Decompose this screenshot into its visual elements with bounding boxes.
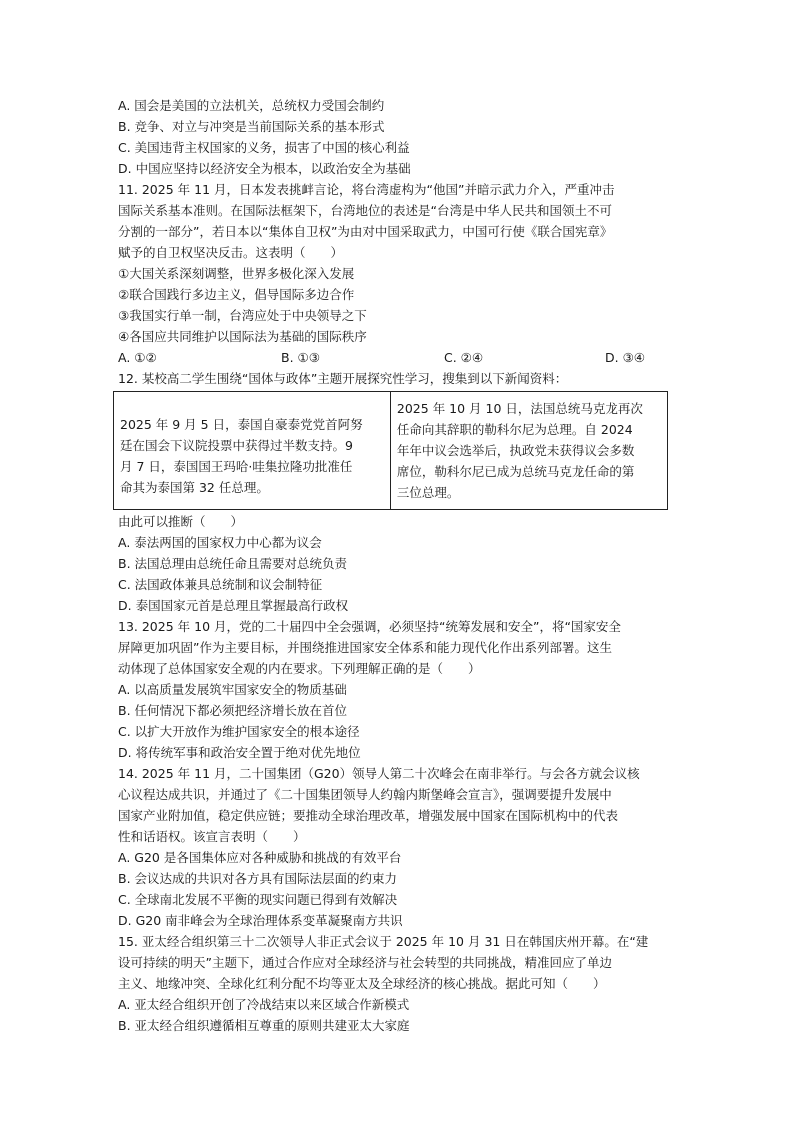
question-13 xyxy=(118,616,678,763)
q15-option-b: B. 亚太经合组织遵循相互尊重的原则共建亚太大家庭 xyxy=(118,1018,410,1033)
q12-option-c: C. 法国政体兼具总统制和议会制特征 xyxy=(118,577,323,592)
news-france-cell xyxy=(390,392,667,510)
q10-option-a: A. 国会是美国的立法机关，总统权力受国会制约 xyxy=(118,98,385,113)
q13-stem-line: 13. 2025 年 10 月，党的二十届四中全会强调，必须坚持“统筹发展和安全”，将“国家安全 xyxy=(118,619,621,634)
q14-option-c: C. 全球南北发展不平衡的现实问题已得到有效解决 xyxy=(118,892,398,907)
q13-option-a: A. 以高质量发展筑牢国家安全的物质基础 xyxy=(118,682,347,697)
q14-option-a: A. G20 是各国集体应对各种威胁和挑战的有效平台 xyxy=(118,850,402,865)
q11-item-2: ②联合国践行多边主义，倡导国际多边合作 xyxy=(118,287,355,302)
q11-item-1: ①大国关系深刻调整，世界多极化深入发展 xyxy=(118,266,355,281)
q14-stem-line: 性和话语权。该宣言表明（ ） xyxy=(118,829,306,844)
q11-item-3: ③我国实行单一制，台湾应处于中央领导之下 xyxy=(118,308,367,323)
news-france-line: 任命向其辞职的勒科尔尼为总理。自 2024 xyxy=(396,422,633,437)
q10-option-d: D. 中国应坚持以经济安全为根本，以政治安全为基础 xyxy=(118,161,411,176)
q10-option-c: C. 美国违背主权国家的义务，损害了中国的核心利益 xyxy=(118,140,410,155)
q10-options xyxy=(118,95,678,179)
q15-stem-line: 主义、地缘冲突、全球化红利分配不均等亚太及全球经济的核心挑战。据此可知（ ） xyxy=(118,976,606,991)
q12-option-d: D. 泰国国家元首是总理且掌握最高行政权 xyxy=(118,598,349,613)
q11-stem-line: 赋予的自卫权坚决反击。这表明（ ） xyxy=(118,245,344,260)
q14-option-b: B. 会议达成的共识对各方具有国际法层面的约束力 xyxy=(118,871,398,886)
q14-stem-line: 14. 2025 年 11 月，二十国集团（G20）领导人第二十次峰会在南非举行。与会各方就会议核 xyxy=(118,766,640,781)
q13-stem-line: 动体现了总体国家安全观的内在要求。下列理解正确的是（ ） xyxy=(118,661,481,676)
q11-options xyxy=(118,347,678,368)
news-thailand-line: 月 7 日，泰国国王玛哈·哇集拉隆功批准任 xyxy=(120,458,353,474)
q11-stem-line: 国际关系基本准则。在国际法框架下，台湾地位的表述是“台湾是中华人民共和国领土不可 xyxy=(118,203,612,218)
q13-option-d: D. 将传统军事和政治安全置于绝对优先地位 xyxy=(118,745,361,760)
q13-option-b: B. 任何情况下都必须把经济增长放在首位 xyxy=(118,703,348,718)
q13-stem-line: 屏障更加巩固”作为主要目标，并围绕推进国家安全体系和能力现代化作出系列部署。这生 xyxy=(118,640,612,655)
q11-stem-line: 分割的一部分”，若日本以“集体自卫权”为由对中国采取武力，中国可行使《联合国宪章》 xyxy=(118,224,613,239)
q12-stem: 12. 某校高二学生围绕“国体与政体”主题开展探究性学习，搜集到以下新闻资料： xyxy=(118,371,568,386)
q14-stem-line: 心议程达成共识，并通过了《二十国集团领导人约翰内斯堡峰会宣言》，强调要提升发展中 xyxy=(118,787,612,802)
news-thailand-cell xyxy=(114,392,391,510)
q11-item-4: ④各国应共同维护以国际法为基础的国际秩序 xyxy=(118,329,367,344)
exam-page xyxy=(118,95,678,1036)
q15-stem-line: 设可持续的明天”主题下，通过合作应对全球经济与社会转型的共同挑战，精准回应了单边 xyxy=(118,955,612,970)
news-thailand-line: 廷在国会下议院投票中获得过半数支持。9 xyxy=(120,437,353,453)
q11-option-c: C. ②④ xyxy=(444,350,484,365)
q11-option-d: D. ③④ xyxy=(605,350,645,365)
q11-option-b: B. ①③ xyxy=(281,350,320,365)
news-france-line: 2025 年 10 月 10 日，法国总统马克龙再次 xyxy=(396,401,643,416)
question-14 xyxy=(118,763,678,931)
question-11 xyxy=(118,179,678,368)
q14-option-d: D. G20 南非峰会为全球治理体系变革凝聚南方共识 xyxy=(118,913,403,928)
q12-question: 由此可以推断（ ） xyxy=(118,514,244,529)
q15-stem-line: 15. 亚太经合组织第三十二次领导人非正式会议于 2025 年 10 月 31 日在韩国庆州开幕。在“建 xyxy=(118,934,649,949)
news-france-line: 三位总理。 xyxy=(396,485,460,500)
q14-stem-line: 国家产业附加值，稳定供应链；要推动全球治理改革，增强发展中国家在国际机构中的代表 xyxy=(118,808,619,823)
q12-option-a: A. 泰法两国的国家权力中心都为议会 xyxy=(118,535,322,550)
question-15 xyxy=(118,931,678,1036)
news-thailand-line: 命其为泰国第 32 任总理。 xyxy=(120,479,269,495)
news-france-line: 年年中议会选举后，执政党未获得议会多数 xyxy=(396,443,635,458)
news-material-table xyxy=(113,391,668,510)
q11-option-a: A. ①② xyxy=(118,350,157,365)
q12-option-b: B. 法国总理由总统任命且需要对总统负责 xyxy=(118,556,348,571)
news-france-line: 席位，勒科尔尼已成为总统马克龙任命的第 xyxy=(396,464,635,479)
q11-stem-line: 11. 2025 年 11 月，日本发表挑衅言论，将台湾虚构为“他国”并暗示武力介入，严重冲击 xyxy=(118,182,615,197)
q13-option-c: C. 以扩大开放作为维护国家安全的根本途径 xyxy=(118,724,360,739)
q10-option-b: B. 竞争、对立与冲突是当前国际关系的基本形式 xyxy=(118,119,385,134)
question-12 xyxy=(118,368,678,616)
news-thailand-line: 2025 年 9 月 5 日，泰国自豪泰党党首阿努 xyxy=(120,416,363,432)
q15-option-a: A. 亚太经合组织开创了冷战结束以来区域合作新模式 xyxy=(118,997,410,1012)
